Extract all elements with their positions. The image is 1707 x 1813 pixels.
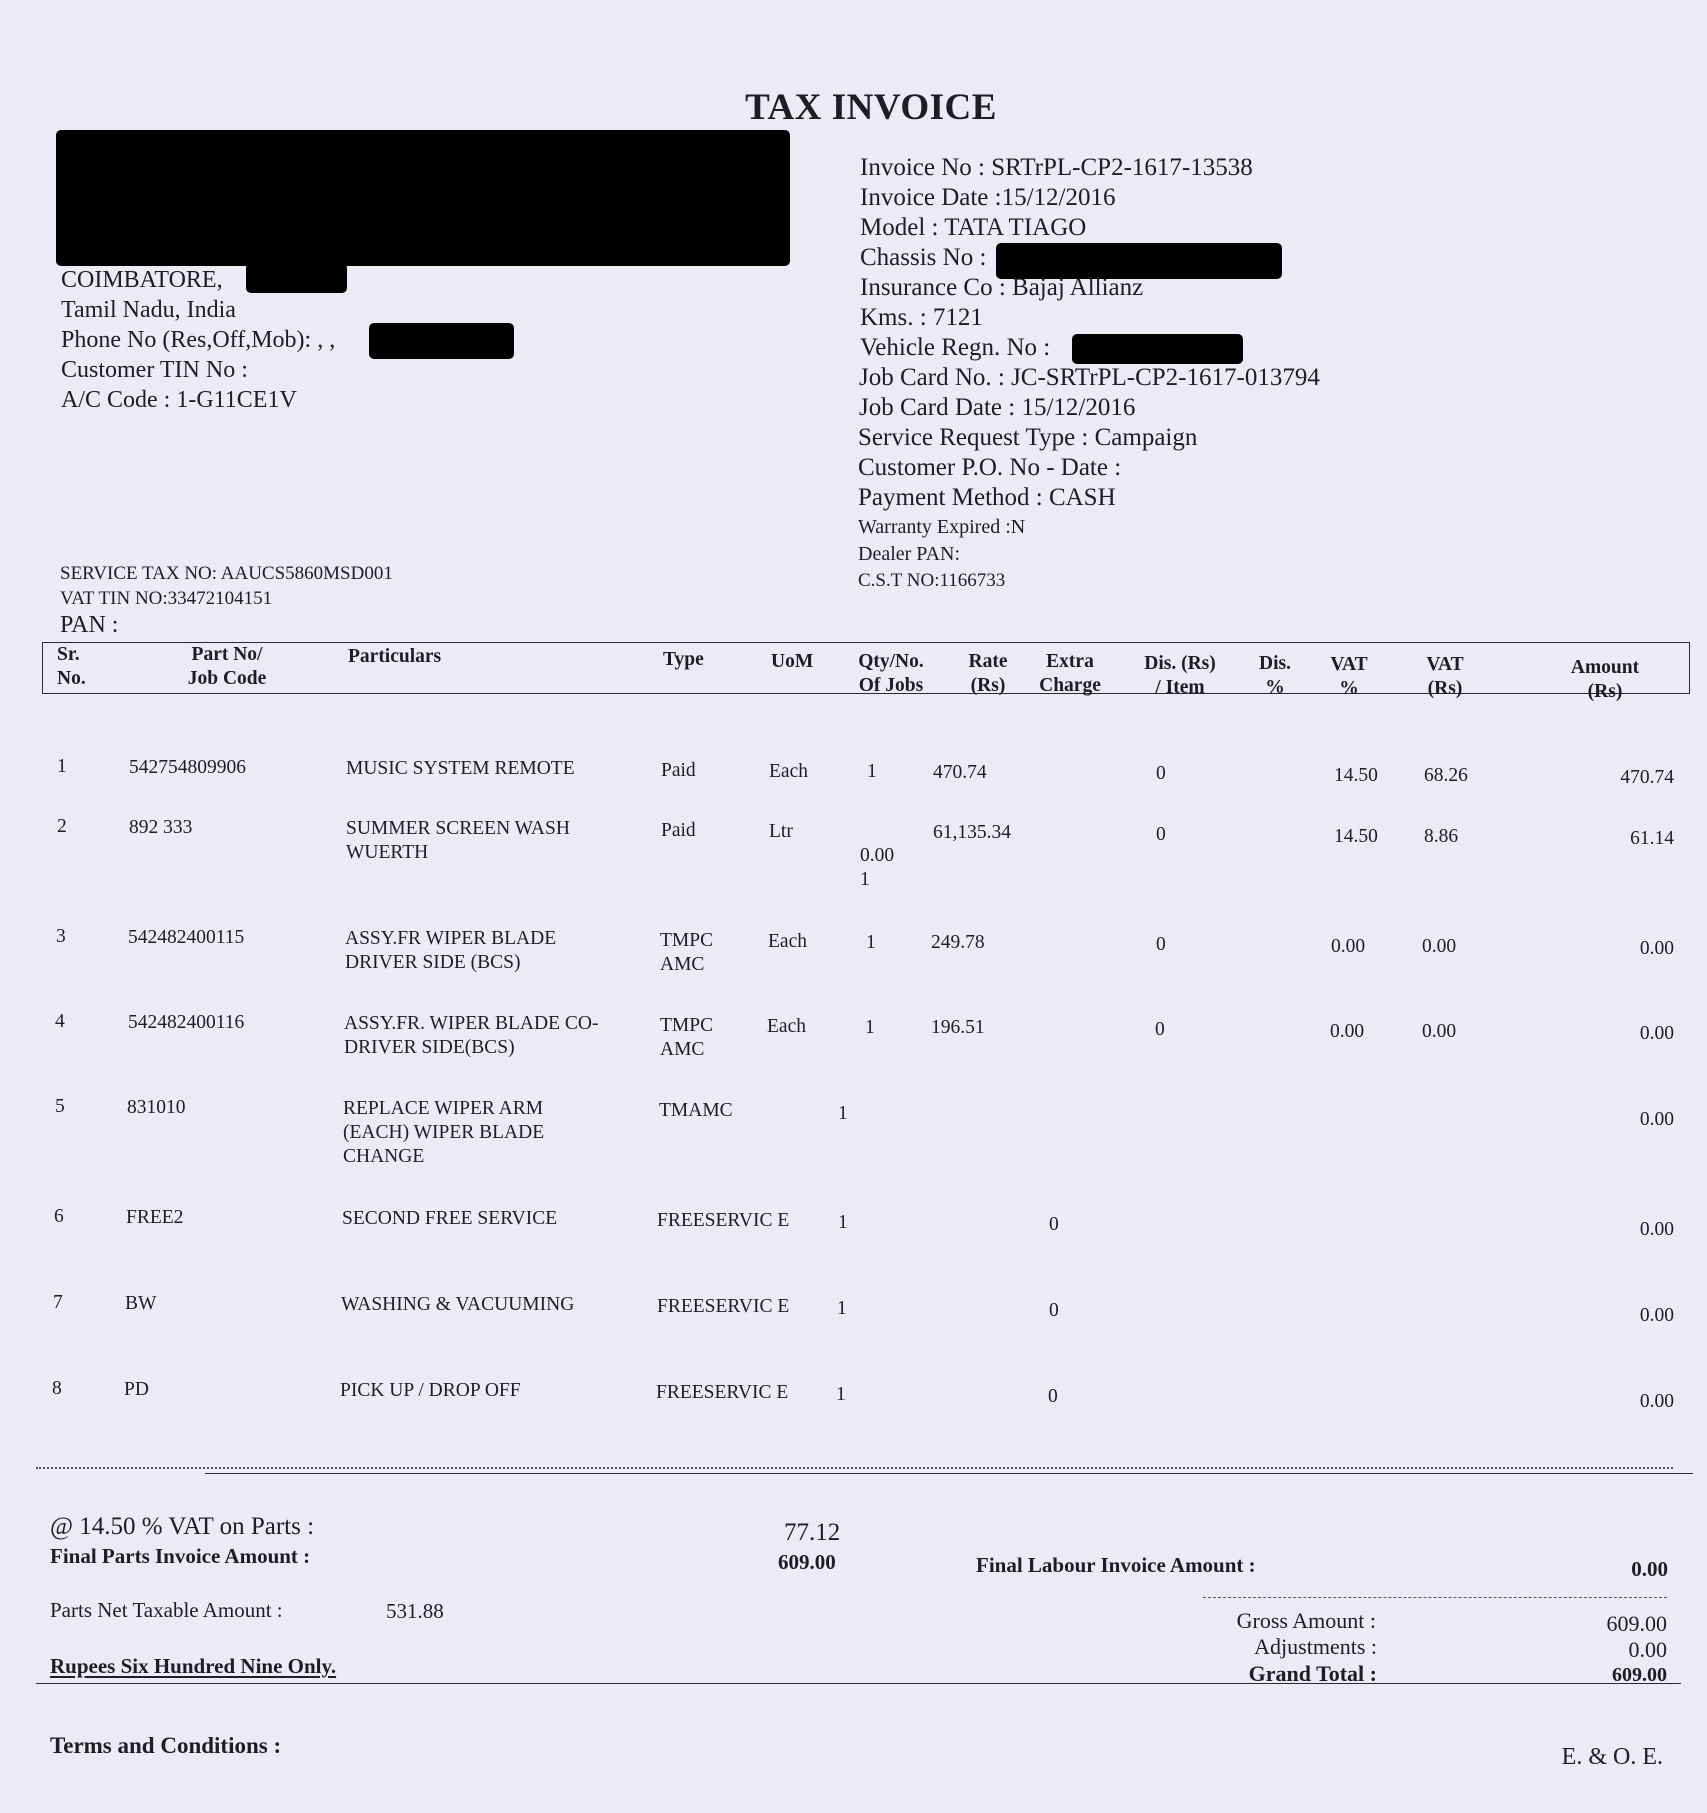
row-5-qty: 1 [838, 1103, 848, 1124]
row-6-particulars: SECOND FREE SERVICE [342, 1208, 558, 1229]
chassis-no: Chassis No : [860, 244, 987, 271]
row-4-amount: 0.00 [1639, 1023, 1674, 1044]
th-particulars: Particulars [348, 646, 442, 667]
row-8-part: PD [124, 1379, 149, 1400]
row-1-vat-rs: 68.26 [1424, 765, 1468, 786]
table-end-rule [205, 1473, 1693, 1474]
th-dis-pct: Dis. % [1259, 653, 1291, 698]
kms: Kms. : 7121 [860, 304, 983, 331]
insurance-co: Insurance Co : Bajaj Allianz [860, 274, 1144, 301]
row-2-sr: 2 [57, 816, 67, 837]
row-7-qty: 1 [837, 1298, 847, 1319]
grand-total-label: Grand Total : [1248, 1661, 1377, 1686]
adjustments-value: 0.00 [1628, 1637, 1667, 1662]
row-4-part: 542482400116 [128, 1012, 245, 1033]
row-1-particulars: MUSIC SYSTEM REMOTE [346, 758, 575, 779]
row-1-qty: 1 [867, 761, 877, 782]
final-labour-label: Final Labour Invoice Amount : [976, 1553, 1256, 1577]
e-and-o-e: E. & O. E. [1561, 1744, 1663, 1770]
row-3-particulars: ASSY.FR WIPER BLADE DRIVER SIDE (BCS) [345, 928, 557, 973]
row-7-particulars: WASHING & VACUUMING [341, 1294, 575, 1315]
redacted-address-block [56, 130, 790, 266]
row-5-type: TMAMC [659, 1100, 733, 1121]
redacted-city-detail [246, 263, 347, 293]
vat-on-parts-value: 77.12 [784, 1519, 841, 1546]
row-6-sr: 6 [54, 1206, 64, 1227]
row-6-amount: 0.00 [1639, 1219, 1674, 1240]
amount-in-words: Rupees Six Hundred Nine Only. [50, 1654, 337, 1678]
gross-amount-label: Gross Amount : [1236, 1608, 1376, 1633]
row-1-dis-rs: 0 [1156, 763, 1166, 784]
row-7-part: BW [125, 1293, 157, 1314]
footer-rule [36, 1683, 1681, 1684]
table-end-dotted-rule [36, 1467, 1673, 1469]
row-3-part: 542482400115 [128, 927, 245, 948]
dealer-pan: Dealer PAN: [858, 543, 961, 565]
row-2-part: 892 333 [129, 817, 193, 838]
adjustments-label: Adjustments : [1254, 1634, 1377, 1659]
row-3-uom: Each [768, 931, 807, 952]
invoice-date: Invoice Date :15/12/2016 [860, 184, 1116, 211]
row-7-amount: 0.00 [1639, 1305, 1674, 1326]
customer-state: Tamil Nadu, India [61, 297, 236, 323]
row-3-qty: 1 [866, 932, 876, 953]
row-4-particulars: ASSY.FR. WIPER BLADE CO-DRIVER SIDE(BCS) [344, 1013, 599, 1058]
row-3-rate: 249.78 [931, 932, 985, 953]
vehicle-regn-no: Vehicle Regn. No : [860, 334, 1051, 361]
row-4-dis-rs: 0 [1155, 1019, 1165, 1040]
service-tax-no: SERVICE TAX NO: AAUCS5860MSD001 [60, 563, 393, 584]
row-7-sr: 7 [53, 1292, 63, 1313]
customer-tin: Customer TIN No : [61, 357, 248, 383]
row-1-vat-pct: 14.50 [1334, 765, 1378, 786]
redacted-vehicle-regn [1072, 334, 1243, 364]
th-sr: Sr. No. [57, 644, 86, 689]
row-2-uom: Ltr [769, 821, 793, 842]
th-vat-rs: VAT (Rs) [1426, 654, 1464, 699]
customer-city: COIMBATORE, [61, 267, 223, 293]
row-3-type: TMPC AMC [660, 930, 714, 975]
service-request-type: Service Request Type : Campaign [858, 424, 1198, 451]
row-7-extra: 0 [1049, 1300, 1059, 1321]
row-2-type: Paid [661, 820, 696, 841]
row-6-qty: 1 [838, 1212, 848, 1233]
cst-no: C.S.T NO:1166733 [858, 570, 1006, 591]
row-3-vat-rs: 0.00 [1422, 936, 1457, 957]
summary-dashed-rule [1203, 1597, 1667, 1598]
job-card-date: Job Card Date : 15/12/2016 [859, 394, 1136, 421]
row-2-vat-pct: 14.50 [1334, 826, 1378, 847]
row-8-extra: 0 [1048, 1386, 1058, 1407]
row-2-vat-rs: 8.86 [1424, 826, 1459, 847]
row-8-particulars: PICK UP / DROP OFF [340, 1380, 521, 1401]
row-8-amount: 0.00 [1639, 1391, 1674, 1412]
row-5-amount: 0.00 [1639, 1109, 1674, 1130]
page-title: TAX INVOICE [745, 87, 997, 128]
row-8-sr: 8 [52, 1378, 62, 1399]
row-5-part: 831010 [127, 1097, 186, 1118]
redacted-phone [369, 323, 514, 359]
row-4-type: TMPC AMC [660, 1015, 714, 1060]
row-1-rate: 470.74 [933, 762, 987, 783]
row-4-qty: 1 [865, 1017, 875, 1038]
row-2-particulars: SUMMER SCREEN WASH WUERTH [346, 818, 570, 863]
row-1-part: 542754809906 [129, 757, 246, 778]
row-4-vat-pct: 0.00 [1330, 1021, 1365, 1042]
row-1-uom: Each [769, 761, 808, 782]
row-3-vat-pct: 0.00 [1331, 936, 1366, 957]
net-taxable-value: 531.88 [386, 1599, 444, 1623]
grand-total-value: 609.00 [1612, 1664, 1667, 1686]
payment-method: Payment Method : CASH [858, 484, 1116, 511]
row-2-dis-rs: 0 [1156, 824, 1166, 845]
gross-amount-value: 609.00 [1606, 1611, 1667, 1636]
vat-on-parts-label: @ 14.50 % VAT on Parts : [50, 1513, 315, 1540]
job-card-no: Job Card No. : JC-SRTrPL-CP2-1617-013794 [859, 364, 1320, 391]
th-part: Part No/ Job Code [187, 644, 267, 689]
th-vat-pct: VAT % [1330, 654, 1368, 699]
row-2-rate: 61,135.34 [933, 822, 1011, 843]
row-4-vat-rs: 0.00 [1422, 1021, 1457, 1042]
warranty-expired: Warranty Expired :N [858, 516, 1026, 538]
customer-ac-code: A/C Code : 1-G11CE1V [61, 387, 297, 413]
invoice-no: Invoice No : SRTrPL-CP2-1617-13538 [860, 154, 1253, 181]
net-taxable-label: Parts Net Taxable Amount : [50, 1598, 283, 1622]
row-8-type: FREESERVIC E [656, 1382, 789, 1403]
th-qty: Qty/No. Of Jobs [858, 651, 924, 696]
row-8-qty: 1 [836, 1384, 846, 1405]
th-dis-rs: Dis. (Rs) / Item [1144, 653, 1216, 698]
th-amount: Amount (Rs) [1570, 657, 1640, 702]
th-rate: Rate (Rs) [968, 651, 1008, 696]
row-4-uom: Each [767, 1016, 806, 1037]
row-1-amount: 470.74 [1620, 767, 1674, 788]
row-6-part: FREE2 [126, 1207, 184, 1228]
customer-po: Customer P.O. No - Date : [858, 454, 1122, 481]
vehicle-model: Model : TATA TIAGO [860, 214, 1087, 241]
terms-and-conditions: Terms and Conditions : [50, 1733, 282, 1758]
row-3-sr: 3 [56, 926, 66, 947]
final-parts-value: 609.00 [778, 1550, 836, 1574]
row-2-amount: 61.14 [1630, 828, 1674, 849]
final-labour-value: 0.00 [1631, 1557, 1668, 1581]
row-2-qty: 0.00 1 [860, 845, 895, 890]
row-5-particulars: REPLACE WIPER ARM (EACH) WIPER BLADE CHANGE [343, 1098, 545, 1167]
customer-phone: Phone No (Res,Off,Mob): , , [61, 327, 336, 353]
row-1-sr: 1 [57, 756, 67, 777]
row-4-rate: 196.51 [931, 1017, 985, 1038]
row-1-type: Paid [661, 760, 696, 781]
row-7-type: FREESERVIC E [657, 1296, 790, 1317]
row-6-extra: 0 [1049, 1214, 1059, 1235]
row-3-dis-rs: 0 [1156, 934, 1166, 955]
th-extra: Extra Charge [1039, 651, 1101, 696]
vat-tin-no: VAT TIN NO:33472104151 [60, 588, 273, 609]
th-type: Type [663, 649, 704, 670]
pan: PAN : [60, 612, 119, 638]
th-uom: UoM [771, 651, 814, 672]
final-parts-label: Final Parts Invoice Amount : [50, 1544, 311, 1568]
row-5-sr: 5 [55, 1096, 65, 1117]
row-6-type: FREESERVIC E [657, 1210, 790, 1231]
row-4-sr: 4 [55, 1011, 65, 1032]
row-3-amount: 0.00 [1639, 938, 1674, 959]
